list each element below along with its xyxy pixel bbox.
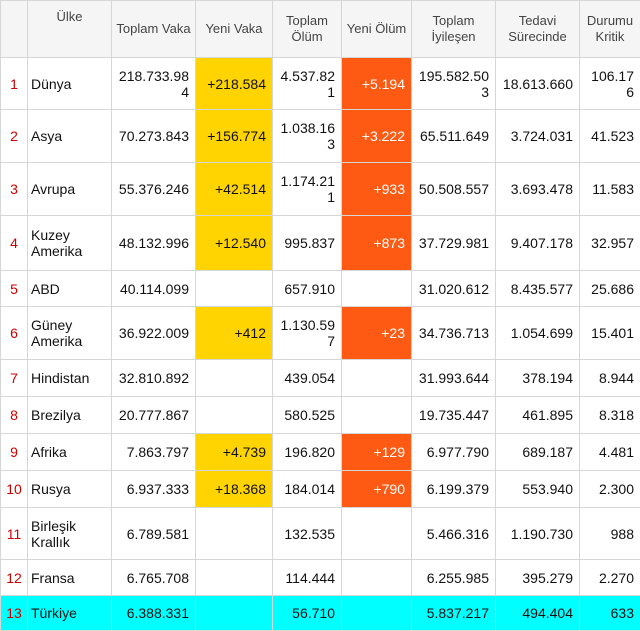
total-cases-cell: 40.114.099 (112, 271, 196, 307)
country-cell: Güney Amerika (28, 307, 112, 360)
recovered-cell: 34.736.713 (412, 307, 496, 360)
country-cell: Brezilya (28, 397, 112, 434)
table-row[interactable] (1, 216, 640, 271)
table-row[interactable] (1, 508, 640, 560)
active-cell: 378.194 (496, 360, 580, 397)
country-cell: Hindistan (28, 360, 112, 397)
total-deaths-cell: 196.820 (273, 434, 342, 471)
total-deaths-cell: 4.537.821 (273, 58, 342, 110)
new-cases-cell (196, 360, 273, 397)
country-cell: ABD (28, 271, 112, 307)
rank-cell: 12 (1, 560, 28, 596)
critical-cell: 15.401 (580, 307, 640, 360)
active-cell: 8.435.577 (496, 271, 580, 307)
new-deaths-cell: +873 (342, 216, 412, 271)
new-cases-cell: +156.774 (196, 110, 273, 163)
header-recovered[interactable]: Toplam İyileşen (412, 1, 496, 58)
rank-cell: 6 (1, 307, 28, 360)
new-cases-cell (196, 271, 273, 307)
recovered-cell: 5.837.217 (412, 596, 496, 631)
rank-cell: 13 (1, 596, 28, 631)
total-cases-cell: 218.733.984 (112, 58, 196, 110)
critical-cell: 106.176 (580, 58, 640, 110)
recovered-cell: 19.735.447 (412, 397, 496, 434)
rank-cell: 3 (1, 163, 28, 216)
new-deaths-cell (342, 508, 412, 560)
recovered-cell: 5.466.316 (412, 508, 496, 560)
rank-cell: 2 (1, 110, 28, 163)
total-cases-cell: 55.376.246 (112, 163, 196, 216)
active-cell: 18.613.660 (496, 58, 580, 110)
new-cases-cell (196, 508, 273, 560)
new-cases-cell: +12.540 (196, 216, 273, 271)
rank-cell: 7 (1, 360, 28, 397)
country-cell: Türkiye (28, 596, 112, 631)
critical-cell: 633 (580, 596, 640, 631)
total-cases-cell: 70.273.843 (112, 110, 196, 163)
country-cell: Kuzey Amerika (28, 216, 112, 271)
header-active[interactable]: Tedavi Sürecinde (496, 1, 580, 58)
table-row[interactable] (1, 596, 640, 631)
country-cell: Fransa (28, 560, 112, 596)
table-row[interactable] (1, 397, 640, 434)
critical-cell: 25.686 (580, 271, 640, 307)
recovered-cell: 31.993.644 (412, 360, 496, 397)
new-deaths-cell (342, 360, 412, 397)
critical-cell: 2.300 (580, 471, 640, 508)
active-cell: 9.407.178 (496, 216, 580, 271)
header-country[interactable]: Ülke (28, 1, 112, 58)
critical-cell: 988 (580, 508, 640, 560)
table-row[interactable] (1, 471, 640, 508)
header-new-deaths[interactable]: Yeni Ölüm (342, 1, 412, 58)
total-cases-cell: 32.810.892 (112, 360, 196, 397)
rank-cell: 9 (1, 434, 28, 471)
new-cases-cell: +412 (196, 307, 273, 360)
header-total-deaths[interactable]: Toplam Ölüm (273, 1, 342, 58)
total-deaths-cell: 1.174.211 (273, 163, 342, 216)
new-deaths-cell (342, 560, 412, 596)
table-row[interactable] (1, 307, 640, 360)
new-cases-cell: +18.368 (196, 471, 273, 508)
table-row[interactable] (1, 360, 640, 397)
country-cell: Avrupa (28, 163, 112, 216)
new-deaths-cell: +23 (342, 307, 412, 360)
recovered-cell: 6.255.985 (412, 560, 496, 596)
header-new-cases[interactable]: Yeni Vaka (196, 1, 273, 58)
country-cell: Afrika (28, 434, 112, 471)
recovered-cell: 31.020.612 (412, 271, 496, 307)
table-row[interactable] (1, 434, 640, 471)
critical-cell: 4.481 (580, 434, 640, 471)
new-deaths-cell: +5.194 (342, 58, 412, 110)
table-row[interactable] (1, 110, 640, 163)
recovered-cell: 195.582.503 (412, 58, 496, 110)
active-cell: 461.895 (496, 397, 580, 434)
new-deaths-cell: +933 (342, 163, 412, 216)
total-deaths-cell: 184.014 (273, 471, 342, 508)
rank-cell: 4 (1, 216, 28, 271)
header-critical[interactable]: Durumu Kritik (580, 1, 640, 58)
recovered-cell: 50.508.557 (412, 163, 496, 216)
active-cell: 3.724.031 (496, 110, 580, 163)
rank-cell: 1 (1, 58, 28, 110)
header-row (1, 1, 640, 58)
active-cell: 553.940 (496, 471, 580, 508)
new-deaths-cell (342, 596, 412, 631)
total-cases-cell: 6.937.333 (112, 471, 196, 508)
rank-cell: 11 (1, 508, 28, 560)
total-cases-cell: 6.765.708 (112, 560, 196, 596)
new-cases-cell: +42.514 (196, 163, 273, 216)
active-cell: 1.190.730 (496, 508, 580, 560)
total-deaths-cell: 1.130.597 (273, 307, 342, 360)
active-cell: 1.054.699 (496, 307, 580, 360)
critical-cell: 41.523 (580, 110, 640, 163)
active-cell: 689.187 (496, 434, 580, 471)
new-deaths-cell: +3.222 (342, 110, 412, 163)
total-cases-cell: 48.132.996 (112, 216, 196, 271)
critical-cell: 8.944 (580, 360, 640, 397)
total-cases-cell: 20.777.867 (112, 397, 196, 434)
active-cell: 395.279 (496, 560, 580, 596)
total-cases-cell: 6.789.581 (112, 508, 196, 560)
total-cases-cell: 6.388.331 (112, 596, 196, 631)
critical-cell: 11.583 (580, 163, 640, 216)
recovered-cell: 6.977.790 (412, 434, 496, 471)
active-cell: 494.404 (496, 596, 580, 631)
critical-cell: 32.957 (580, 216, 640, 271)
critical-cell: 2.270 (580, 560, 640, 596)
country-cell: Dünya (28, 58, 112, 110)
active-cell: 3.693.478 (496, 163, 580, 216)
country-cell: Asya (28, 110, 112, 163)
total-cases-cell: 7.863.797 (112, 434, 196, 471)
rank-cell: 10 (1, 471, 28, 508)
rank-cell: 8 (1, 397, 28, 434)
table-row[interactable] (1, 560, 640, 596)
country-cell: Rusya (28, 471, 112, 508)
table-row[interactable] (1, 58, 640, 110)
new-deaths-cell: +129 (342, 434, 412, 471)
total-deaths-cell: 439.054 (273, 360, 342, 397)
header-rank (1, 1, 28, 58)
total-deaths-cell: 657.910 (273, 271, 342, 307)
new-cases-cell (196, 596, 273, 631)
recovered-cell: 37.729.981 (412, 216, 496, 271)
total-deaths-cell: 580.525 (273, 397, 342, 434)
new-deaths-cell: +790 (342, 471, 412, 508)
table-row[interactable] (1, 163, 640, 216)
table-body (1, 58, 640, 631)
total-deaths-cell: 995.837 (273, 216, 342, 271)
total-deaths-cell: 114.444 (273, 560, 342, 596)
new-cases-cell: +218.584 (196, 58, 273, 110)
new-cases-cell: +4.739 (196, 434, 273, 471)
total-deaths-cell: 1.038.163 (273, 110, 342, 163)
new-cases-cell (196, 397, 273, 434)
country-cell: Birleşik Krallık (28, 508, 112, 560)
new-deaths-cell (342, 271, 412, 307)
total-deaths-cell: 132.535 (273, 508, 342, 560)
table-row[interactable] (1, 271, 640, 307)
header-total-cases[interactable]: Toplam Vaka (112, 1, 196, 58)
recovered-cell: 65.511.649 (412, 110, 496, 163)
new-deaths-cell (342, 397, 412, 434)
critical-cell: 8.318 (580, 397, 640, 434)
total-deaths-cell: 56.710 (273, 596, 342, 631)
new-cases-cell (196, 560, 273, 596)
rank-cell: 5 (1, 271, 28, 307)
total-cases-cell: 36.922.009 (112, 307, 196, 360)
recovered-cell: 6.199.379 (412, 471, 496, 508)
